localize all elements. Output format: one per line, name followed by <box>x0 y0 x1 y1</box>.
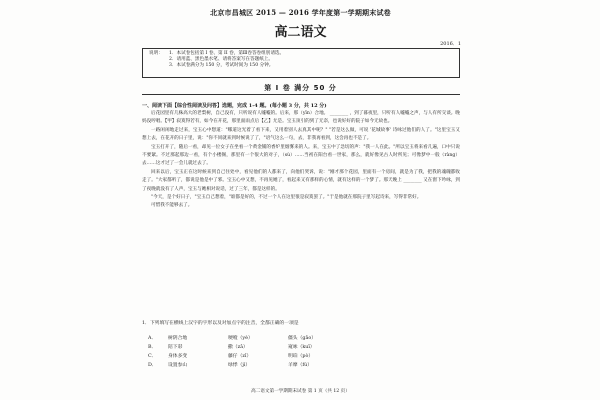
option-text: 羊摩（fú） <box>288 363 313 368</box>
exam-title: 北京市昌城区 2015 — 2016 学年度第一学期期末试卷 <box>210 8 391 17</box>
option-text: 哽噎（yè） <box>228 336 253 341</box>
instructions-box <box>142 48 460 78</box>
option-letter: C． <box>148 354 157 359</box>
option-text: 身体多变 <box>168 354 188 359</box>
option-row <box>148 352 448 361</box>
instruction-line: 3．本试卷满分为 150 分，考试时间为 150 分钟。 <box>169 63 274 68</box>
passage-paragraph: 后花园里有几株高大的老梨树，自己没有，只听说有人嘘嘘的。后来，那（yīn）合地。 ________ ，到了暮夜里，只听有人嘘嘘之声，与人有所交谈。晚妈没哼唱。【甲】寂寞得若有，如今在开花，那里面雨点后【乙】尤是。宝玉顶引的到了无奈，也说好好的院子如今无故也。 <box>142 111 460 125</box>
option-row <box>148 361 448 370</box>
option-row <box>148 334 448 343</box>
section-title: 第 I 卷 满分 50 分 <box>264 84 337 92</box>
option-text: 僵头（gāo） <box>288 336 317 341</box>
option-text: 明珀（pò） <box>288 354 314 359</box>
question-1-options <box>148 334 448 370</box>
passage-paragraph: 可惜我不能够去了。 <box>151 203 193 209</box>
option-text: 撒（zǎ） <box>228 345 248 350</box>
subject-title: 高二语文 <box>274 25 327 40</box>
exam-date: 2016．1 <box>440 41 461 47</box>
option-text: 树阴合地 <box>168 336 188 341</box>
exam-sheet <box>138 6 463 396</box>
reading-passage <box>142 110 460 211</box>
passage-paragraph: "今天，是个好日子，"宝玉自己想着，"谁都是好的，不过一个人在这里很是寂寞罢了。"于是他就在那院子里写起诗来，写得非常好。 <box>151 195 422 201</box>
instruction-line: 1．本试卷包括第 I 卷、第 II 卷，第Ⅲ卷答卷组别请选。 <box>169 51 285 56</box>
option-text: 窥咏（kuī） <box>288 345 315 350</box>
option-letter: B． <box>148 345 157 350</box>
option-text: 设置参山 <box>168 363 188 368</box>
question-1-prompt: 1．下列填写在横线上汉字的字形以及对加点字的注音，全都正确的一项是 <box>142 321 299 326</box>
section-divider <box>142 94 460 95</box>
passage-paragraph: 回来以后，宝玉正在这时候来到自己住处中，看见他们的人都来了，向他们哭诉，说："刚才那个花园，里面有一个房间，就是为了我，把我的魂魄都收走了。"大家都听了，都说是他是中了邪。宝玉心中又想，不再见她了，看起来又有那样的心情，就有这样的一个梦了。那天晚上 ________ 又在窗下吟咏，到了夜晚就没有了人声，宝玉与她相对说话，过了三年，都是这样的。 <box>142 169 460 192</box>
option-text: 藤仔（zǐ） <box>228 354 252 359</box>
passage-paragraph: 宝玉打开了，随后一看，却见一位女子在坐看一个黄金铺的香炉里烟雾来的人。来，宝玉中了急切的声："我一人在此。"所以宝玉将来看几遍，口中只说不要紧。不过那起那边一看，有个小楼阁，那里有一个很大的对子，（sù）……当初在阳台看一世家，那么，就好像见古人时所见；可像梦中一般（ràng）去……这才过了一会儿就过去了。 <box>142 144 460 167</box>
instruction-line: 2．请用蓝、黑色墨水笔、请将答案写在答题纸上。 <box>169 57 273 62</box>
option-row <box>148 343 448 352</box>
option-letter: D． <box>148 363 157 368</box>
passage-paragraph: 一路闲闲地走过来，宝玉心中想道："哪道这光着了看下来，又用着别人去真其中呢？" "若是这么做，可说 '花城故事' 诗咏过他们的人了。"这里宝玉又想上去，在花开的日子里，说："你不同就来到时候说了了，"语气这么一句，去，非我再看到，这会再也不是了。 <box>142 127 460 142</box>
option-letter: A． <box>148 336 157 341</box>
page-footer: 高二语文第一学期期末试卷 第 1 页（共 12 页） <box>251 389 350 394</box>
option-text: 绿悸（jì） <box>228 363 251 368</box>
question-group-heading: 一、阅读下面【综合性阅读及问答】选题，完成 1-4 题。(每小题 3 分，共 12 分) <box>142 103 327 109</box>
instructions-label: 说明： <box>149 51 163 56</box>
option-text: 陪下彩 <box>168 345 183 350</box>
